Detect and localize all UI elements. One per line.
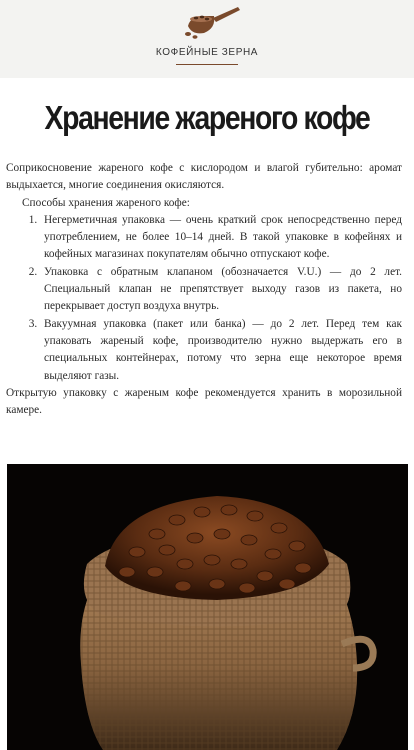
closing-paragraph: Открытую упаковку с жареным кофе рекомендуется хранить в морозильной камере.: [6, 386, 402, 417]
list-item: 3. Вакуумная упаковка (пакет или банка) — до 2 лет. Перед тем как упаковать жареный кофе, производителю нужно выдержать его в специальных контейнерах, потому что зерна еще некоторое время выделяют газы.: [40, 316, 402, 385]
label-underline: [176, 64, 238, 65]
coffee-bean-sack-illustration: [7, 464, 408, 750]
coffee-sack-photo: [7, 464, 408, 750]
list-item: 1. Негерметичная упаковка — очень краткий срок непосредственно перед употреблением, не более 10–14 дней. В такой упаковке в кофейнях и кофейных магазинах покупателям обычно отпускают кофе.: [40, 212, 402, 264]
article-body: [6, 160, 402, 419]
page-title: Хранение жареного кофе: [44, 99, 370, 136]
methods-list: [6, 212, 402, 385]
section-label: КОФЕЙНЫЕ ЗЕРНА: [155, 47, 259, 58]
methods-heading: Способы хранения жареного кофе:: [22, 196, 190, 209]
list-item: 2. Упаковка с обратным клапаном (обозначается V.U.) — до 2 лет. Специальный клапан не препятствует выходу газов из пакета, но перекрывает доступ воздуха внутрь.: [40, 264, 402, 316]
intro-paragraph: Соприкосновение жареного кофе с кислородом и влагой губительно: аромат выдыхается, многие соединения окисляются.: [6, 162, 402, 192]
header-band: [0, 0, 414, 78]
coffee-scoop-icon: [180, 4, 246, 40]
